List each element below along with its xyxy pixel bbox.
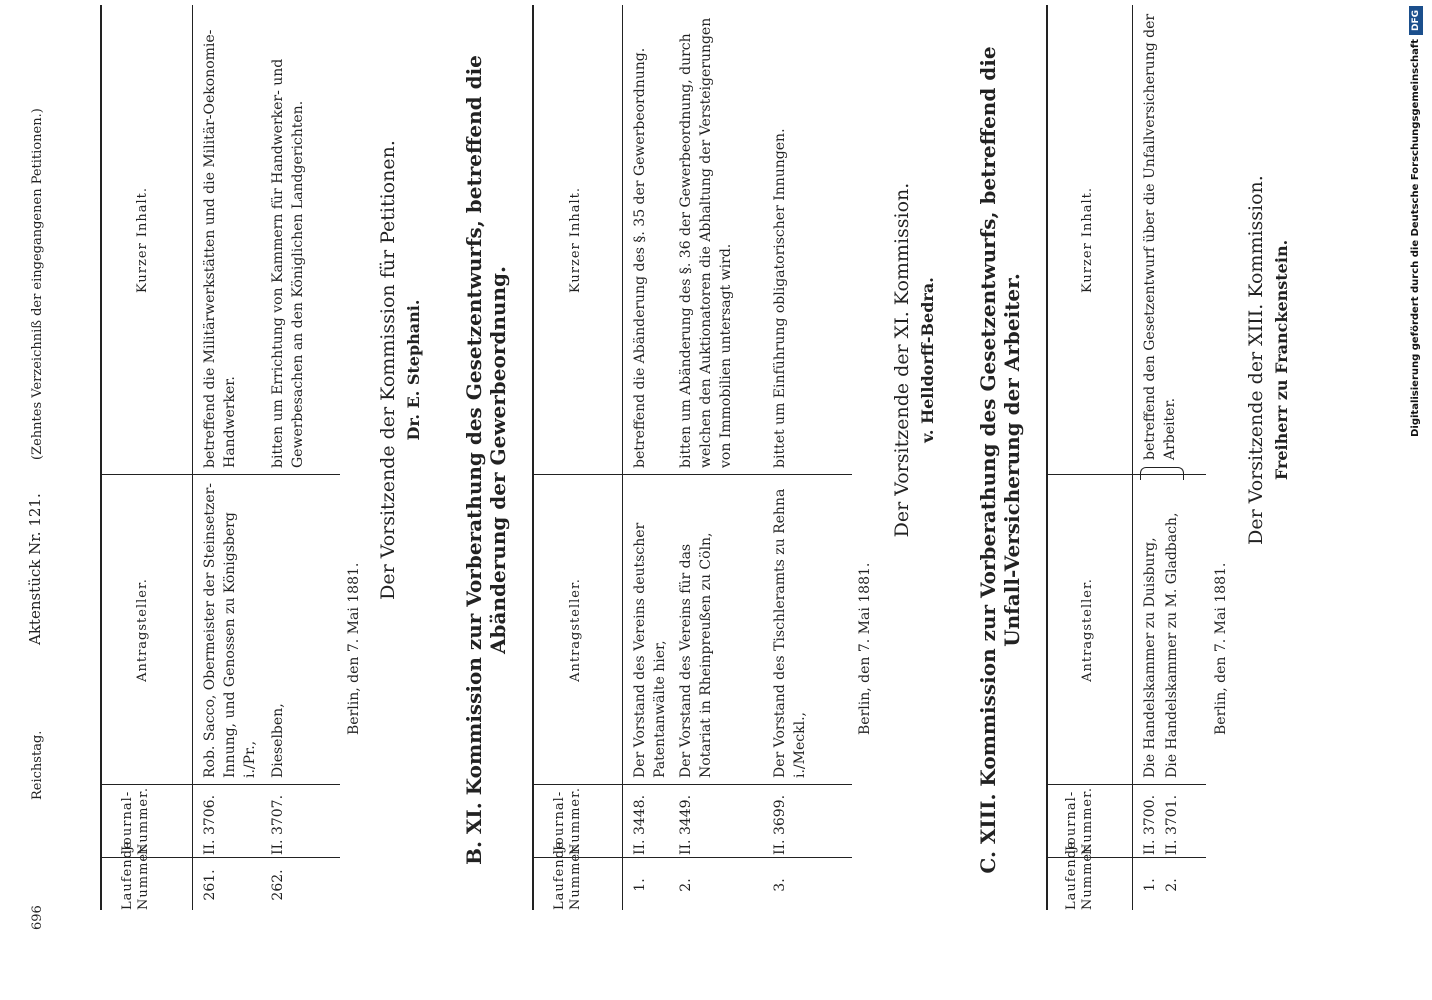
dfg-credit-text [1404, 6, 1428, 996]
doc-number: Aktenstück Nr. 121. [26, 493, 44, 645]
date-c: Berlin, den 7. Mai 1881. [1213, 562, 1229, 735]
row-antragsteller: Die Handelskammer zu M. Gladbach, [1164, 512, 1180, 778]
doc-label [26, 445, 44, 645]
publisher-label: Reichstag. [30, 730, 45, 800]
row-lfd: 262. [270, 869, 286, 901]
row-journal: II. 3449. [678, 794, 694, 855]
row-journal: II. 3448. [632, 794, 648, 855]
col-journal-a: Journal-Nummer. [120, 786, 151, 855]
row-journal: II. 3707. [270, 794, 286, 855]
row-lfd: 1. [1142, 878, 1158, 892]
col-journal-c: Journal-Nummer. [1064, 786, 1095, 855]
table-a-top-rule [100, 5, 102, 910]
row-lfd: 261. [202, 869, 218, 901]
table-c-col-rule-2 [1046, 784, 1206, 785]
signature-name-a: Dr. E. Stephani. [404, 299, 423, 441]
table-b-top-rule [532, 5, 534, 910]
doc-subtitle: (Zehntes Verzeichniß der eingegangenen Petitionen.) [30, 108, 45, 460]
row-inhalt: betreffend die Militärwerkstätten und die Militär-Oekonomie-Handwerker. [202, 29, 238, 468]
section-b-heading: B. XI. Kommission zur Vorberathung des Gesetzentwurfs, betreffend die Abänderung der Gewerbeordnung. [462, 55, 510, 865]
date-b: Berlin, den 7. Mai 1881. [857, 562, 873, 735]
table-a-col-rule-3 [100, 474, 340, 475]
col-inhalt-c: Kurzer Inhalt. [1080, 186, 1095, 294]
row-inhalt-shared: betreffend den Gesetzentwurf über die Unfallversicherung der Arbeiter. [1142, 13, 1178, 460]
row-inhalt: bitten um Errichtung von Kammern für Handwerker- und Gewerbesachen an den Königlichen Landgerichten. [270, 58, 306, 468]
row-journal: II. 3700. [1142, 794, 1158, 855]
date-a: Berlin, den 7. Mai 1881. [346, 562, 362, 735]
brace [1140, 467, 1184, 480]
row-antragsteller: Die Handelskammer zu Duisburg, [1142, 537, 1158, 778]
table-a-col-rule-2 [100, 784, 340, 785]
row-lfd: 2. [1164, 878, 1180, 892]
row-inhalt: bittet um Einführung obligatorischer Innungen. [772, 128, 788, 468]
row-antragsteller: Dieselben, [270, 703, 286, 778]
row-journal: II. 3701. [1164, 794, 1180, 855]
row-lfd: 1. [632, 878, 648, 892]
row-journal: II. 3706. [202, 794, 218, 855]
signature-title-a: Der Vorsitzende der Kommission für Petitionen. [377, 140, 399, 600]
signature-title-c: Der Vorsitzende der XIII. Kommission. [1245, 175, 1267, 545]
row-antragsteller: Rob. Sacco, Obermeister der Steinsetzer-Innung, und Genossen zu Königsberg i./Pr., [202, 482, 258, 778]
row-antragsteller: Der Vorstand des Vereins deutscher Patentanwälte hier, [632, 522, 668, 778]
table-c-header-rule [1132, 5, 1133, 910]
table-c-top-rule [1046, 5, 1048, 910]
col-antragsteller-c: Antragsteller. [1080, 578, 1095, 682]
col-journal-b: Journal-Nummer. [552, 786, 583, 855]
row-inhalt: betreffend die Abänderung des §. 35 der Gewerbeordnung. [632, 47, 648, 468]
table-a-header-rule [192, 5, 193, 910]
table-b-header-rule [622, 5, 623, 910]
col-antragsteller-b: Antragsteller. [568, 578, 583, 682]
dfg-logo: DFG [1409, 6, 1423, 35]
signature-name-b: v. Helldorff-Bedra. [918, 277, 937, 443]
row-inhalt: bitten um Abänderung des §. 36 der Gewerbeordnung, durch welchen den Auktionatoren die Abhaltung der Versteigerungen von Immobilien untersagt wird. [678, 17, 734, 468]
row-lfd: 3. [772, 878, 788, 892]
signature-name-c: Freiherr zu Franckenstein. [1272, 239, 1291, 481]
signature-title-b: Der Vorsitzende der XI. Kommission. [891, 182, 913, 538]
col-inhalt-a: Kurzer Inhalt. [135, 186, 150, 294]
dfg-credit [1404, 6, 1428, 996]
table-b-col-rule-3 [532, 474, 852, 475]
col-inhalt-b: Kurzer Inhalt. [568, 186, 583, 294]
row-antragsteller: Der Vorstand des Tischleramts zu Rehna i./Meckl., [772, 488, 808, 778]
credit-text: Digitalisierung gefördert durch die Deutsche Forschungsgemeinschaft [1410, 39, 1421, 437]
col-antragsteller-a: Antragsteller. [135, 578, 150, 682]
row-antragsteller: Der Vorstand des Vereins für das Notariat in Rheinpreußen zu Cöln, [678, 532, 714, 778]
section-c-heading: C. XIII. Kommission zur Vorberathung des Gesetzentwurfs, betreffend die Unfall-Versicherung der Arbeiter. [976, 46, 1024, 874]
col-lfd-c: Laufende Nummer. [1064, 840, 1095, 910]
table-b-col-rule-2 [532, 784, 852, 785]
row-journal: II. 3699. [772, 794, 788, 855]
col-lfd-a: Laufende Nummer. [120, 840, 151, 910]
col-lfd-b: Laufende Nummer. [552, 840, 583, 910]
page-number: 696 [30, 905, 45, 930]
row-lfd: 2. [678, 878, 694, 892]
